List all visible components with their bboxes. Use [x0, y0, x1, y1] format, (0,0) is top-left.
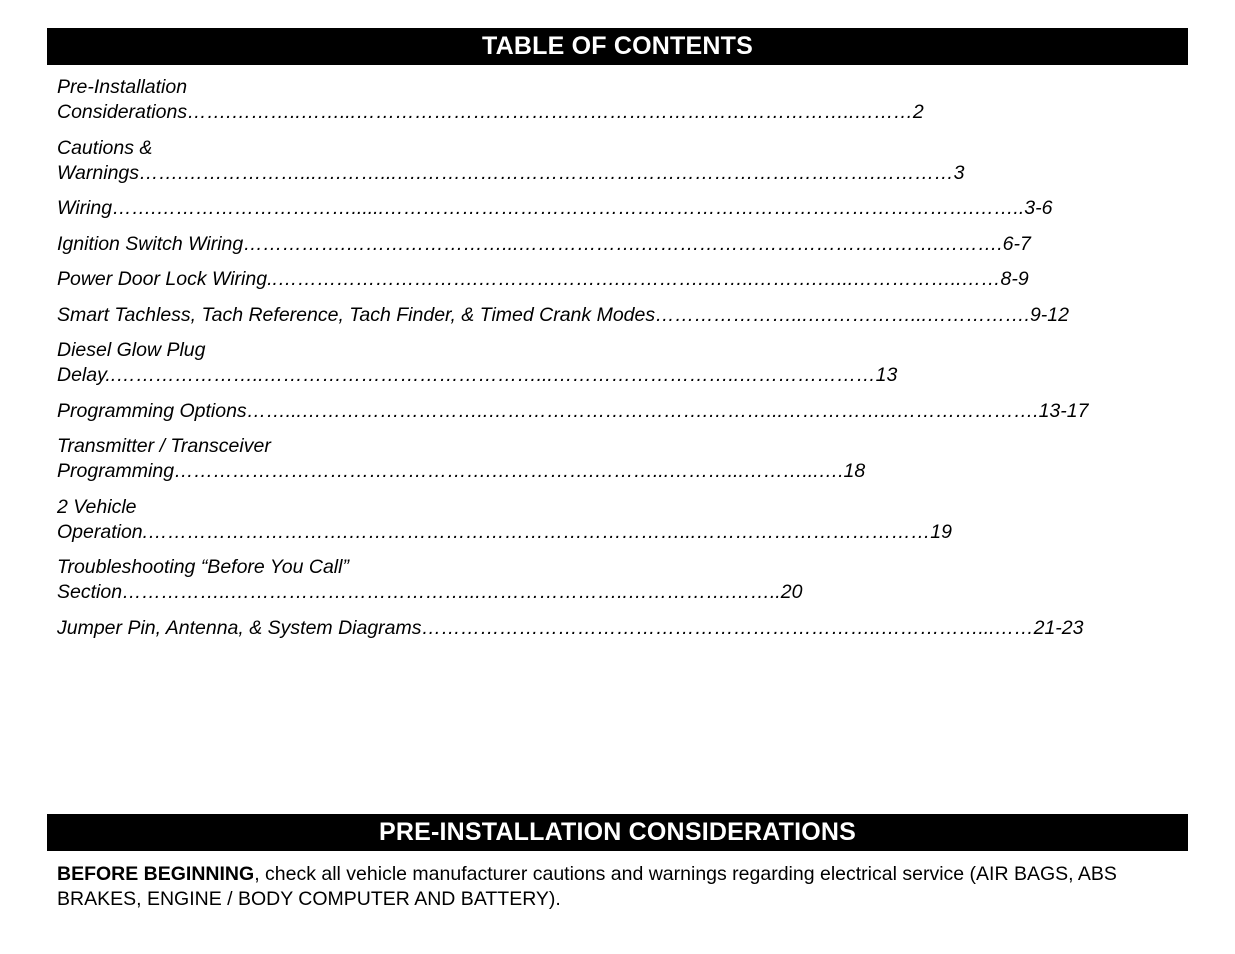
pre-installation-heading: PRE-INSTALLATION CONSIDERATIONS: [47, 814, 1188, 851]
toc-entry-2-vehicle[interactable]: [57, 495, 1172, 545]
before-beginning-label: BEFORE BEGINNING: [57, 863, 255, 885]
toc-heading: TABLE OF CONTENTS: [47, 28, 1188, 65]
toc-entry-title: Transmitter / Transceiver: [57, 435, 271, 457]
toc-entry-title: Troubleshooting “Before You Call”: [57, 556, 349, 578]
toc-list: [57, 75, 1172, 651]
toc-entry-cautions[interactable]: [57, 136, 1172, 186]
toc-entry-leader: Warnings…….………………...….……...….…………………………………………………………….…………3: [57, 161, 965, 184]
toc-entry-text: Wiring…….…………………………......……………………………………………………………………………….……..3-6: [57, 197, 1053, 219]
toc-entry-leader: Delay..…………………..……………………………………...………………………..…………………13: [57, 364, 898, 386]
toc-entry-text: Ignition Switch Wiring…………….……………………...……………….……………………………………….……….6-7: [57, 232, 1031, 255]
toc-entry-jumper-pin[interactable]: [57, 616, 1172, 641]
toc-entry-title: 2 Vehicle: [57, 495, 137, 518]
toc-entry-title: Cautions &: [57, 136, 153, 159]
toc-entry-leader: Programming………………………………………….…………….………...………...………...….18: [57, 460, 866, 482]
toc-entry-text: Jumper Pin, Antenna, & System Diagrams……………………………………………………………..……………...……21-23: [57, 616, 1084, 639]
toc-entry-title: Pre-Installation: [57, 76, 188, 98]
toc-entry-ignition-switch[interactable]: [57, 232, 1172, 257]
toc-entry-power-door-lock[interactable]: [57, 267, 1172, 292]
toc-entry-text: Smart Tachless, Tach Reference, Tach Finder, & Timed Crank Modes…………………...….…………...…………….9-12: [57, 303, 1069, 326]
toc-entry-diesel-glow-plug[interactable]: [57, 338, 1172, 388]
toc-entry-transmitter[interactable]: [57, 434, 1172, 484]
toc-entry-leader: Section……………..………………………………...…………………..…………….……..20: [57, 581, 803, 603]
toc-entry-text: Programming Options……...………………………..…………………………….………...……………...………………….13-17: [57, 399, 1089, 422]
toc-entry-pre-installation[interactable]: [57, 75, 1172, 125]
toc-entry-programming-options[interactable]: [57, 399, 1172, 424]
toc-entry-leader: Considerations…….………..……...…………………………………………………………………..………2: [57, 101, 924, 123]
toc-entry-wiring[interactable]: [57, 196, 1172, 221]
toc-entry-title: Diesel Glow Plug: [57, 339, 206, 361]
toc-entry-troubleshooting[interactable]: [57, 555, 1172, 605]
toc-entry-leader: Operation.………………………….……………………………………………...………………………………19: [57, 520, 952, 543]
toc-entry-smart-tachless[interactable]: [57, 303, 1172, 328]
pre-installation-paragraph: [57, 862, 1185, 912]
pre-installation-text: , check all vehicle manufacturer cautions and warnings regarding electrical service (AIR BAGS, ABS BRAKES, ENGINE / BODY COMPUTER AND BATTERY).: [57, 863, 1117, 910]
toc-entry-text: Power Door Lock Wiring..………………………….………………….………….……..……….…...……………..……8-9: [57, 268, 1029, 290]
